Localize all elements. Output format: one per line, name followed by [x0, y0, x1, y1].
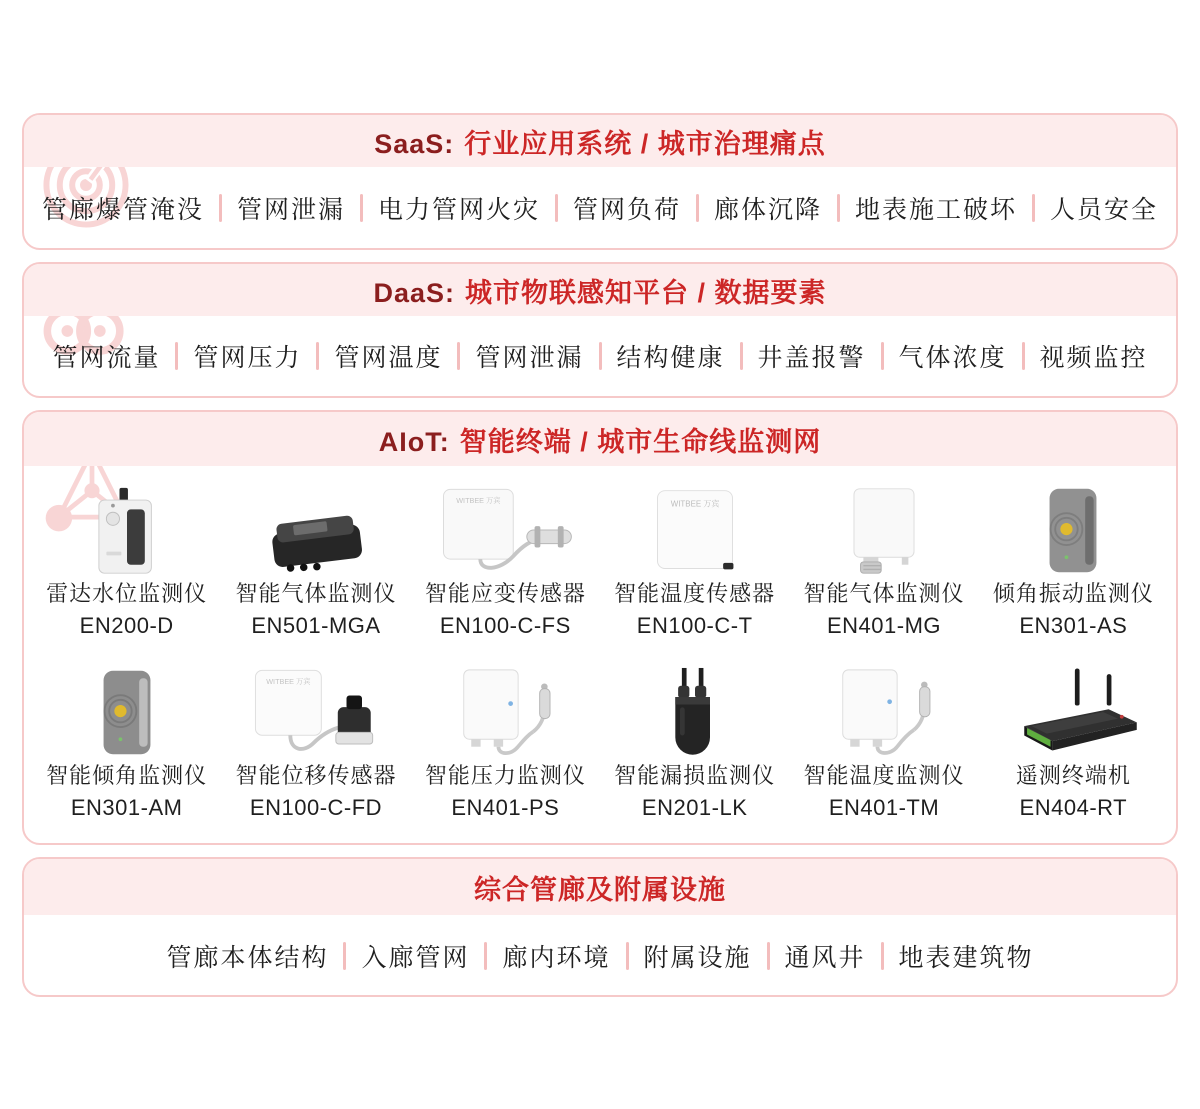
separator [343, 942, 346, 970]
aiot-products-grid [24, 466, 1176, 824]
item-label: 结构健康 [616, 344, 725, 372]
product-image-telemetry-terminal [998, 662, 1148, 760]
panel-title-main: 智能终端 / 城市生命线监测网 [459, 426, 822, 457]
item-label: 电力管网火灾 [377, 195, 540, 224]
product-model: EN100-C-T [636, 613, 753, 638]
product-model: EN401-MG [826, 613, 942, 638]
item-label: 入廊管网 [361, 944, 470, 972]
gallery-items-row [24, 915, 1176, 997]
panel-title [379, 420, 822, 459]
product-model: EN200-D [79, 613, 174, 638]
panel-title-main: 城市物联感知平台 / 数据要素 [465, 277, 827, 308]
item-label: 通风井 [784, 944, 866, 972]
product-image-strain-sensor [428, 480, 583, 578]
separator [316, 342, 319, 370]
product-card [221, 662, 410, 824]
separator [599, 342, 602, 370]
product-name: 智能位移传感器 [235, 763, 397, 788]
product-card [411, 480, 600, 642]
panel-header [24, 264, 1176, 316]
product-card [789, 480, 978, 642]
product-model: EN100-C-FS [439, 613, 571, 638]
separator [837, 194, 840, 222]
product-image-leak-monitor [620, 662, 770, 760]
svg-text:WITBEE 万宾: WITBEE 万宾 [670, 499, 719, 509]
product-card [32, 662, 221, 824]
panel-title-main: 行业应用系统 / 城市治理痛点 [464, 128, 826, 159]
separator [740, 342, 743, 370]
item-label: 廊体沉降 [714, 195, 823, 224]
panel-title-main: 综合管廊及附属设施 [474, 874, 726, 905]
item-label: 管网压力 [193, 344, 302, 372]
panel-title-prefix: SaaS: [374, 128, 455, 159]
product-name: 遥测终端机 [1015, 763, 1131, 788]
product-image-gas-monitor-black [241, 480, 391, 578]
svg-text:WITBEE 万宾: WITBEE 万宾 [266, 676, 312, 686]
item-label: 地表建筑物 [898, 944, 1034, 972]
product-image-pressure-monitor [430, 662, 580, 760]
item-label: 管网温度 [334, 344, 443, 372]
separator [696, 194, 699, 222]
panel-daas [22, 262, 1178, 398]
item-label: 井盖报警 [757, 344, 866, 372]
panel-title [374, 122, 826, 161]
saas-items-row [24, 167, 1176, 248]
product-name: 倾角振动监测仪 [992, 581, 1154, 606]
item-label: 管网负荷 [572, 195, 681, 224]
product-image-radar-water-level [52, 480, 202, 578]
product-model: EN404-RT [1019, 795, 1128, 820]
item-label: 管网泄漏 [236, 195, 345, 224]
product-card [32, 480, 221, 642]
product-model: EN401-TM [828, 795, 940, 820]
item-label: 气体浓度 [898, 344, 1007, 372]
separator [881, 942, 884, 970]
item-label: 附属设施 [643, 944, 752, 972]
product-card [789, 662, 978, 824]
product-image-tilt-vibration-monitor [998, 480, 1148, 578]
panel-title-prefix: DaaS: [373, 277, 455, 308]
product-card [221, 480, 410, 642]
separator [1022, 342, 1025, 370]
item-label: 视频监控 [1039, 344, 1148, 372]
product-image-tilt-monitor [52, 662, 202, 760]
product-model: EN301-AS [1019, 613, 1128, 638]
separator [1032, 194, 1035, 222]
product-image-gas-monitor-white [809, 480, 959, 578]
panel-header [24, 412, 1176, 466]
separator [360, 194, 363, 222]
item-label: 管廊本体结构 [166, 944, 329, 972]
panel-title-prefix: AIoT: [378, 426, 450, 457]
product-model: EN401-PS [451, 795, 560, 820]
product-model: EN100-C-FD [249, 795, 383, 820]
panel-gallery [22, 857, 1178, 997]
product-card [600, 662, 789, 824]
panel-header [24, 115, 1176, 167]
product-name: 智能倾角监测仪 [46, 763, 208, 788]
panel-title [373, 271, 826, 310]
product-card [979, 662, 1168, 824]
product-image-displacement-sensor [238, 662, 393, 760]
item-label: 管网泄漏 [475, 344, 584, 372]
product-card [411, 662, 600, 824]
product-model: EN301-AM [70, 795, 183, 820]
separator [881, 342, 884, 370]
separator [175, 342, 178, 370]
separator [767, 942, 770, 970]
panel-title [474, 868, 726, 907]
product-name: 智能气体监测仪 [803, 581, 965, 606]
separator [626, 942, 629, 970]
separator [457, 342, 460, 370]
product-model: EN501-MGA [251, 613, 381, 638]
panel-aiot [22, 410, 1178, 845]
separator [219, 194, 222, 222]
product-name: 智能温度监测仪 [803, 763, 965, 788]
product-image-temperature-monitor [809, 662, 959, 760]
product-name: 智能应变传感器 [424, 581, 586, 606]
item-label: 人员安全 [1050, 195, 1159, 224]
item-label: 地表施工破坏 [855, 195, 1018, 224]
svg-text:WITBEE 万宾: WITBEE 万宾 [456, 495, 501, 505]
daas-items-row [24, 316, 1176, 396]
separator [555, 194, 558, 222]
product-image-temperature-sensor [620, 480, 770, 578]
product-name: 智能压力监测仪 [424, 763, 586, 788]
panel-saas [22, 113, 1178, 250]
product-card [979, 480, 1168, 642]
product-name: 智能漏损监测仪 [614, 763, 776, 788]
product-name: 雷达水位监测仪 [46, 581, 208, 606]
product-card [600, 480, 789, 642]
product-name: 智能气体监测仪 [235, 581, 397, 606]
panel-header [24, 859, 1176, 915]
product-name: 智能温度传感器 [614, 581, 776, 606]
separator [484, 942, 487, 970]
item-label: 管廊爆管淹没 [41, 195, 204, 224]
item-label: 管网流量 [52, 344, 161, 372]
product-model: EN201-LK [641, 795, 748, 820]
item-label: 廊内环境 [502, 944, 611, 972]
